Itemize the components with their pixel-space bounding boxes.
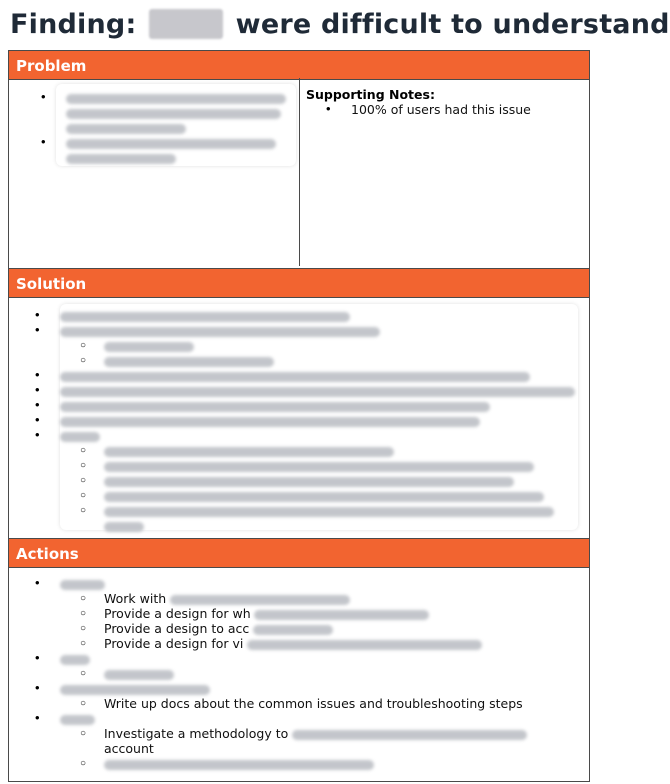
title-suffix: were difficult to understand <box>235 9 670 40</box>
supporting-notes-title: Supporting Notes: <box>306 87 435 102</box>
supporting-note-item: • 100% of users had this issue <box>351 102 531 117</box>
problem-bullet <box>66 90 286 105</box>
problem-header <box>8 50 590 80</box>
solution-header <box>8 268 590 298</box>
problem-bullet <box>66 135 276 150</box>
action-item-continued: account <box>104 741 154 756</box>
action-item: ○ Work with <box>104 591 350 606</box>
action-item: ○ Investigate a methodology to <box>104 726 527 741</box>
actions-header <box>8 538 590 568</box>
actions-header-label: Actions <box>16 545 79 563</box>
action-item: ○ Provide a design for vi <box>104 636 482 651</box>
page-title <box>10 6 670 44</box>
problem-left-cell <box>8 78 300 266</box>
title-prefix: Finding: <box>10 9 137 40</box>
problem-right-cell <box>300 78 590 266</box>
action-item: ○ Provide a design to acc <box>104 621 333 636</box>
action-item: ○ Write up docs about the common issues and troubleshooting steps <box>104 696 523 711</box>
action-item: ○ Provide a design for wh <box>104 606 429 621</box>
solution-header-label: Solution <box>16 275 87 293</box>
problem-header-label: Problem <box>16 57 87 75</box>
redacted-title-word <box>149 9 223 39</box>
